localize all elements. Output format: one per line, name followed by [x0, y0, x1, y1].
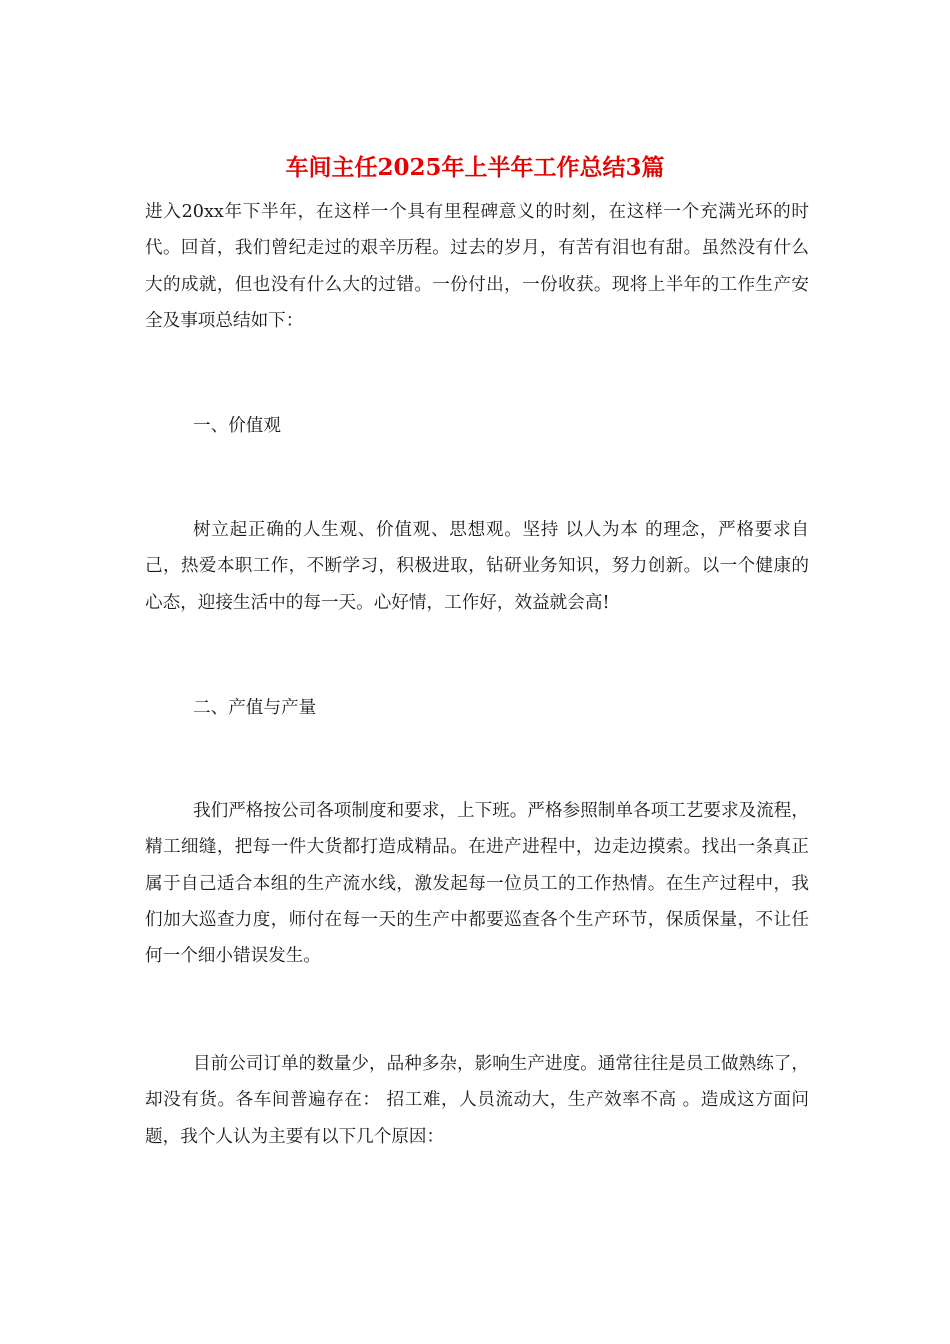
section-heading-values: 一、价值观	[193, 416, 281, 436]
document-title: 车间主任2025年上半年工作总结3篇	[285, 154, 665, 181]
section-orders-paragraph: 目前公司订单的数量少，品种多杂，影响生产进度。通常往往是员工做熟练了，却没有货。各车间普遍存在： 招工难，人员流动大，生产效率不高 。造成这方面问题，我个人认为主要有以下几个原因：	[145, 1054, 809, 1147]
intro-paragraph: 进入20xx年下半年，在这样一个具有里程碑意义的时刻，在这样一个充满光环的时代。回首，我们曾纪走过的艰辛历程。过去的岁月，有苦有泪也有甜。虽然没有什么大的成就，但也没有什么大的过错。一份付出，一份收获。现将上半年的工作生产安全及事项总结如下：	[145, 202, 809, 331]
section-heading-output: 二、产值与产量	[193, 698, 317, 718]
section-values-paragraph: 树立起正确的人生观、价值观、思想观。坚持 以人为本 的理念，严格要求自己，热爱本职工作，不断学习，积极进取，钻研业务知识，努力创新。以一个健康的心态，迎接生活中的每一天。心好情，工作好，效益就会高!	[145, 520, 809, 613]
section-output-paragraph: 我们严格按公司各项制度和要求，上下班。严格参照制单各项工艺要求及流程，精工细缝，把每一件大货都打造成精品。在进产进程中，边走边摸索。找出一条真正属于自己适合本组的生产流水线，激发起每一位员工的工作热情。在生产过程中，我们加大巡查力度，师付在每一天的生产中都要巡查各个生产环节，保质保量，不让任何一个细小错误发生。	[145, 801, 809, 967]
